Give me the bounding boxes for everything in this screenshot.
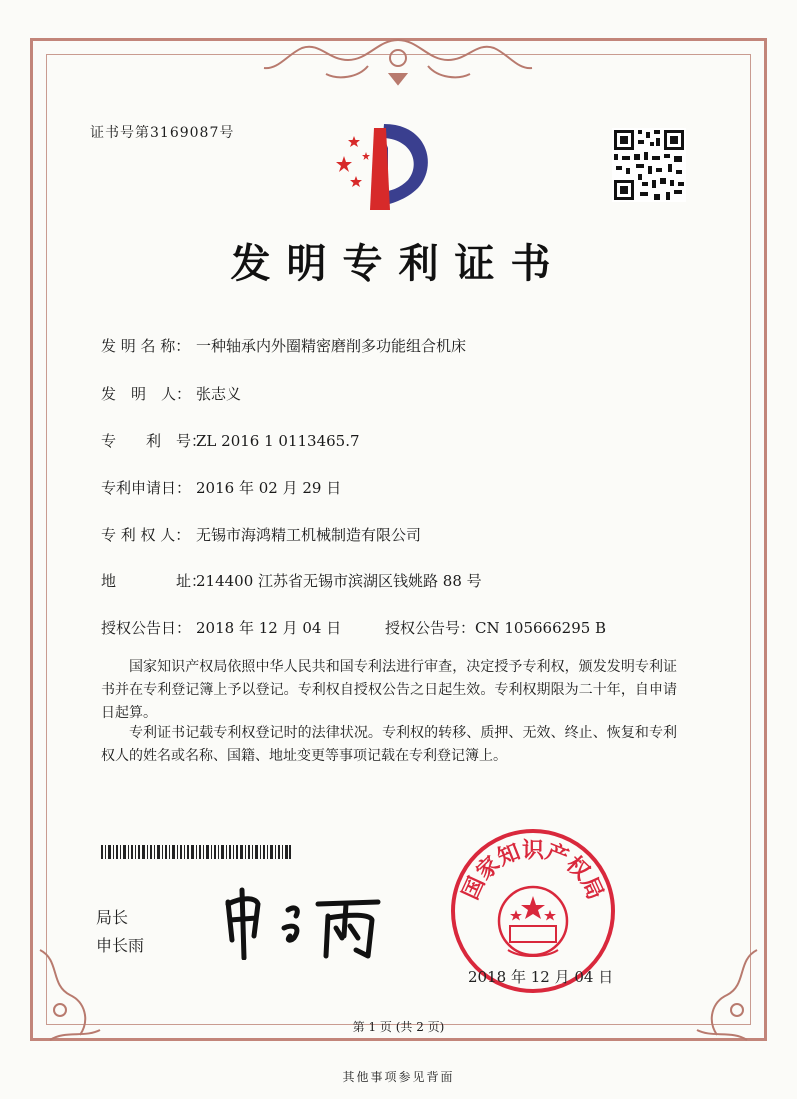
signatory-role: 局长	[96, 908, 129, 927]
grant-number-label: 授权公告号：	[385, 619, 476, 637]
grant-date-value: 2018 年 12 月 04 日	[196, 619, 342, 637]
statement-paragraph-1: 国家知识产权局依照中华人民共和国专利法进行审查，决定授予专利权，颁发发明专利证书并在专利登记簿上予以登记。专利权自授权公告之日起生效。专利权期限为二十年，自申请日起算。	[101, 659, 677, 721]
top-ornament	[258, 30, 538, 90]
qr-code	[612, 128, 686, 202]
filing-date-value: 2016 年 02 月 29 日	[196, 479, 342, 497]
barcode	[101, 845, 291, 859]
filing-date-label: 专利申请日：	[101, 479, 192, 497]
invention-name-label: 发 明 名 称：	[101, 337, 191, 355]
patentee-value: 无锡市海鸿精工机械制造有限公司	[196, 526, 422, 544]
handwritten-signature	[210, 880, 390, 960]
certificate-number: 3169087	[150, 125, 220, 141]
field-invention-name	[101, 335, 466, 356]
patent-office-logo	[330, 118, 440, 214]
back-page-note: 其他事项参见背面	[342, 1070, 455, 1084]
field-filing-date	[101, 477, 341, 498]
invention-name-value: 一种轴承内外圈精密磨削多功能组合机床	[196, 337, 467, 355]
field-grant-date	[101, 617, 341, 638]
address-label: 地 址：	[101, 572, 207, 590]
grant-date-label: 授权公告日：	[101, 619, 192, 637]
certificate-title: 发明专利证书	[230, 240, 567, 287]
field-patentee	[101, 524, 421, 545]
patentee-label: 专 利 权 人：	[101, 526, 191, 544]
field-patent-number	[101, 430, 360, 451]
field-grant-number	[385, 617, 606, 638]
field-inventor	[101, 383, 241, 404]
certificate-number-suffix: 号	[219, 125, 235, 141]
patent-number-value: ZL 2016 1 0113465.7	[196, 432, 360, 450]
inventor-label: 发 明 人：	[101, 385, 192, 403]
seal-text: 国家知识产权局	[458, 838, 608, 904]
seal-date: 2018 年 12 月 04 日	[468, 968, 614, 986]
certificate-number-label: 证书号第	[90, 125, 150, 141]
statement-paragraph-2: 专利证书记载专利权登记时的法律状况。专利权的转移、质押、无效、终止、恢复和专利权人的姓名或名称、国籍、地址变更等事项记载在专利登记簿上。	[101, 725, 677, 764]
page-number: 第 1 页 (共 2 页)	[352, 1020, 445, 1034]
grant-number-value: CN 105666295 B	[475, 619, 607, 637]
inventor-value: 张志义	[196, 385, 242, 403]
field-address	[101, 570, 482, 591]
signatory-name: 申长雨	[96, 936, 145, 955]
patent-number-label: 专 利 号：	[101, 432, 207, 450]
address-value: 214400 江苏省无锡市滨湖区钱姚路 88 号	[196, 572, 482, 590]
certificate-number-line	[90, 122, 234, 142]
